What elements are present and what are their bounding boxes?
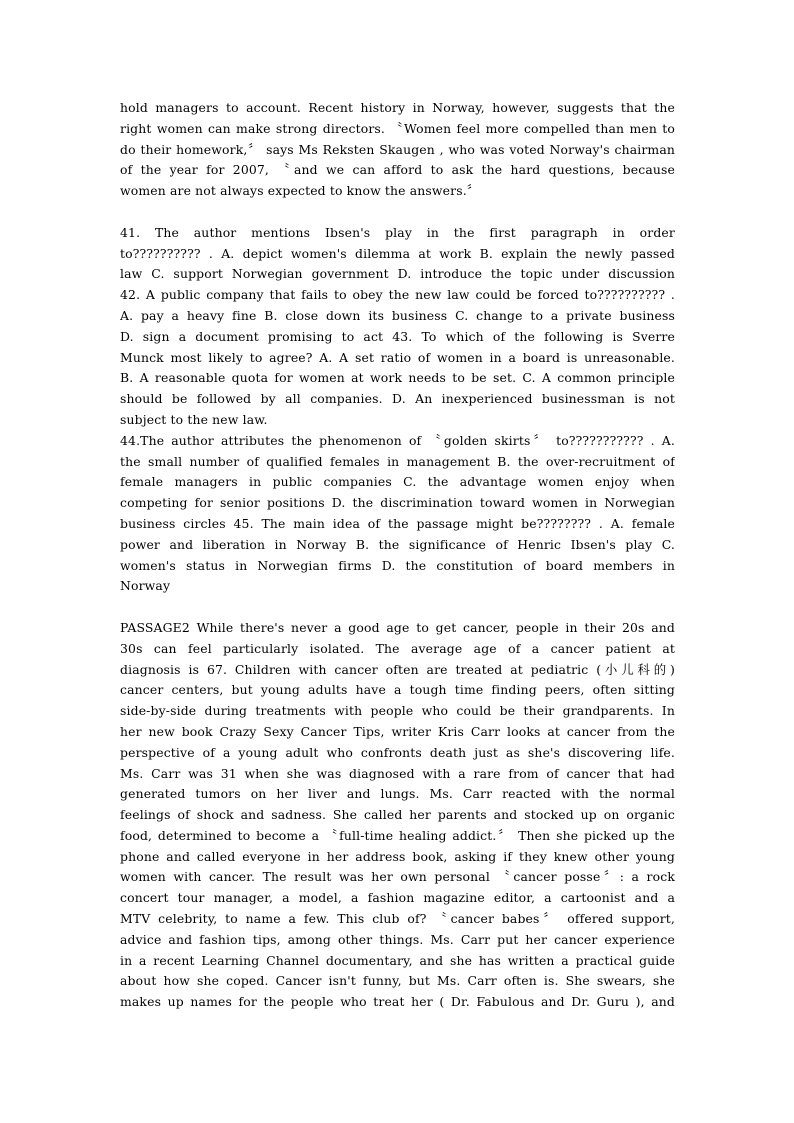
question-line: subject to the new law. <box>120 411 268 427</box>
text-line: do their homework,〞 says Ms Reksten Skaugen , who was voted Norway's chairman <box>120 141 675 157</box>
text-line: hold managers to account. Recent history in Norway, however, suggests that the <box>120 100 675 115</box>
document-page <box>120 98 675 1013</box>
text-line: generated tumors on her liver and lungs. Ms. Carr reacted with the normal <box>120 786 675 802</box>
text-line: right women can make strong directors. 〝Women feel more compelled than men to <box>120 120 675 136</box>
question-line: Norway <box>120 578 171 594</box>
question-line: law C. support Norwegian government D. introduce the topic under discussion <box>120 266 675 282</box>
questions-paragraph <box>120 223 675 597</box>
question-line: D. sign a document promising to act 43. To which of the following is Sverre <box>120 328 675 344</box>
question-line: female managers in public companies C. the advantage women enjoy when <box>120 474 675 490</box>
text-line: about how she coped. Cancer isn't funny, but Ms. Carr often is. She swears, she <box>120 973 675 989</box>
text-line: side-by-side during treatments with people who could be their grandparents. In <box>120 703 675 719</box>
text-line: in a recent Learning Channel documentary, and she has written a practical guide <box>120 952 675 968</box>
text-line: feelings of shock and sadness. She called her parents and stocked up on organic <box>120 807 675 823</box>
text-line: of the year for 2007, 〝and we can afford to ask the hard questions, because <box>120 162 675 178</box>
question-line: business circles 45. The main idea of the passage might be???????? . A. female <box>120 515 675 531</box>
question-line: competing for senior positions D. the discrimination toward women in Norwegian <box>120 495 675 511</box>
question-line: should be followed by all companies. D. An inexperienced businessman is not <box>120 391 675 407</box>
question-line: A. pay a heavy fine B. close down its business C. change to a private business <box>120 307 675 323</box>
paragraph-gap <box>120 202 675 223</box>
text-line: women with cancer. The result was her own personal 〝cancer posse〞: a rock <box>120 869 675 885</box>
question-line: 41. The author mentions Ibsen's play in the first paragraph in order <box>120 224 675 240</box>
text-line: phone and called everyone in her address book, asking if they knew other young <box>120 848 675 864</box>
paragraph-gap <box>120 597 675 618</box>
passage1-conclusion-paragraph <box>120 98 675 202</box>
question-line: 44.The author attributes the phenomenon of 〝golden skirts〞 to??????????? . A. <box>120 432 675 448</box>
text-line: cancer centers, but young adults have a tough time finding peers, often sitting <box>120 682 675 698</box>
text-line: perspective of a young adult who confronts death just as she's discovering life. <box>120 744 675 760</box>
question-line: 42. A public company that fails to obey the new law could be forced to?????????? . <box>120 287 675 303</box>
text-line: her new book Crazy Sexy Cancer Tips, writer Kris Carr looks at cancer from the <box>120 723 675 739</box>
question-line: women's status in Norwegian firms D. the constitution of board members in <box>120 557 675 573</box>
question-line: B. A reasonable quota for women at work needs to be set. C. A common principle <box>120 370 675 386</box>
text-line: PASSAGE2 While there's never a good age to get cancer, people in their 20s and <box>120 619 675 635</box>
text-line: diagnosis is 67. Children with cancer often are treated at pediatric (小儿科的) <box>120 661 675 677</box>
text-line: makes up names for the people who treat her ( Dr. Fabulous and Dr. Guru ), and <box>120 994 675 1010</box>
text-line: concert tour manager, a model, a fashion magazine editor, a cartoonist and a <box>120 890 675 906</box>
passage2-paragraph <box>120 618 675 1013</box>
text-line: women are not always expected to know the answers.〞 <box>120 183 480 199</box>
question-line: power and liberation in Norway B. the significance of Henric Ibsen's play C. <box>120 536 675 552</box>
text-line: 30s can feel particularly isolated. The average age of a cancer patient at <box>120 640 675 656</box>
text-line: food, determined to become a 〝full-time healing addict.〞 Then she picked up the <box>120 827 675 843</box>
question-line: the small number of qualified females in management B. the over-recruitment of <box>120 453 675 469</box>
text-line: MTV celebrity, to name a few. This club of? 〝cancer babes〞 offered support, <box>120 911 675 927</box>
text-line: advice and fashion tips, among other things. Ms. Carr put her cancer experience <box>120 931 675 947</box>
text-line: Ms. Carr was 31 when she was diagnosed with a rare from of cancer that had <box>120 765 675 781</box>
question-line: Munck most likely to agree? A. A set ratio of women in a board is unreasonable. <box>120 349 675 365</box>
question-line: to?????????? . A. depict women's dilemma at work B. explain the newly passed <box>120 245 675 261</box>
